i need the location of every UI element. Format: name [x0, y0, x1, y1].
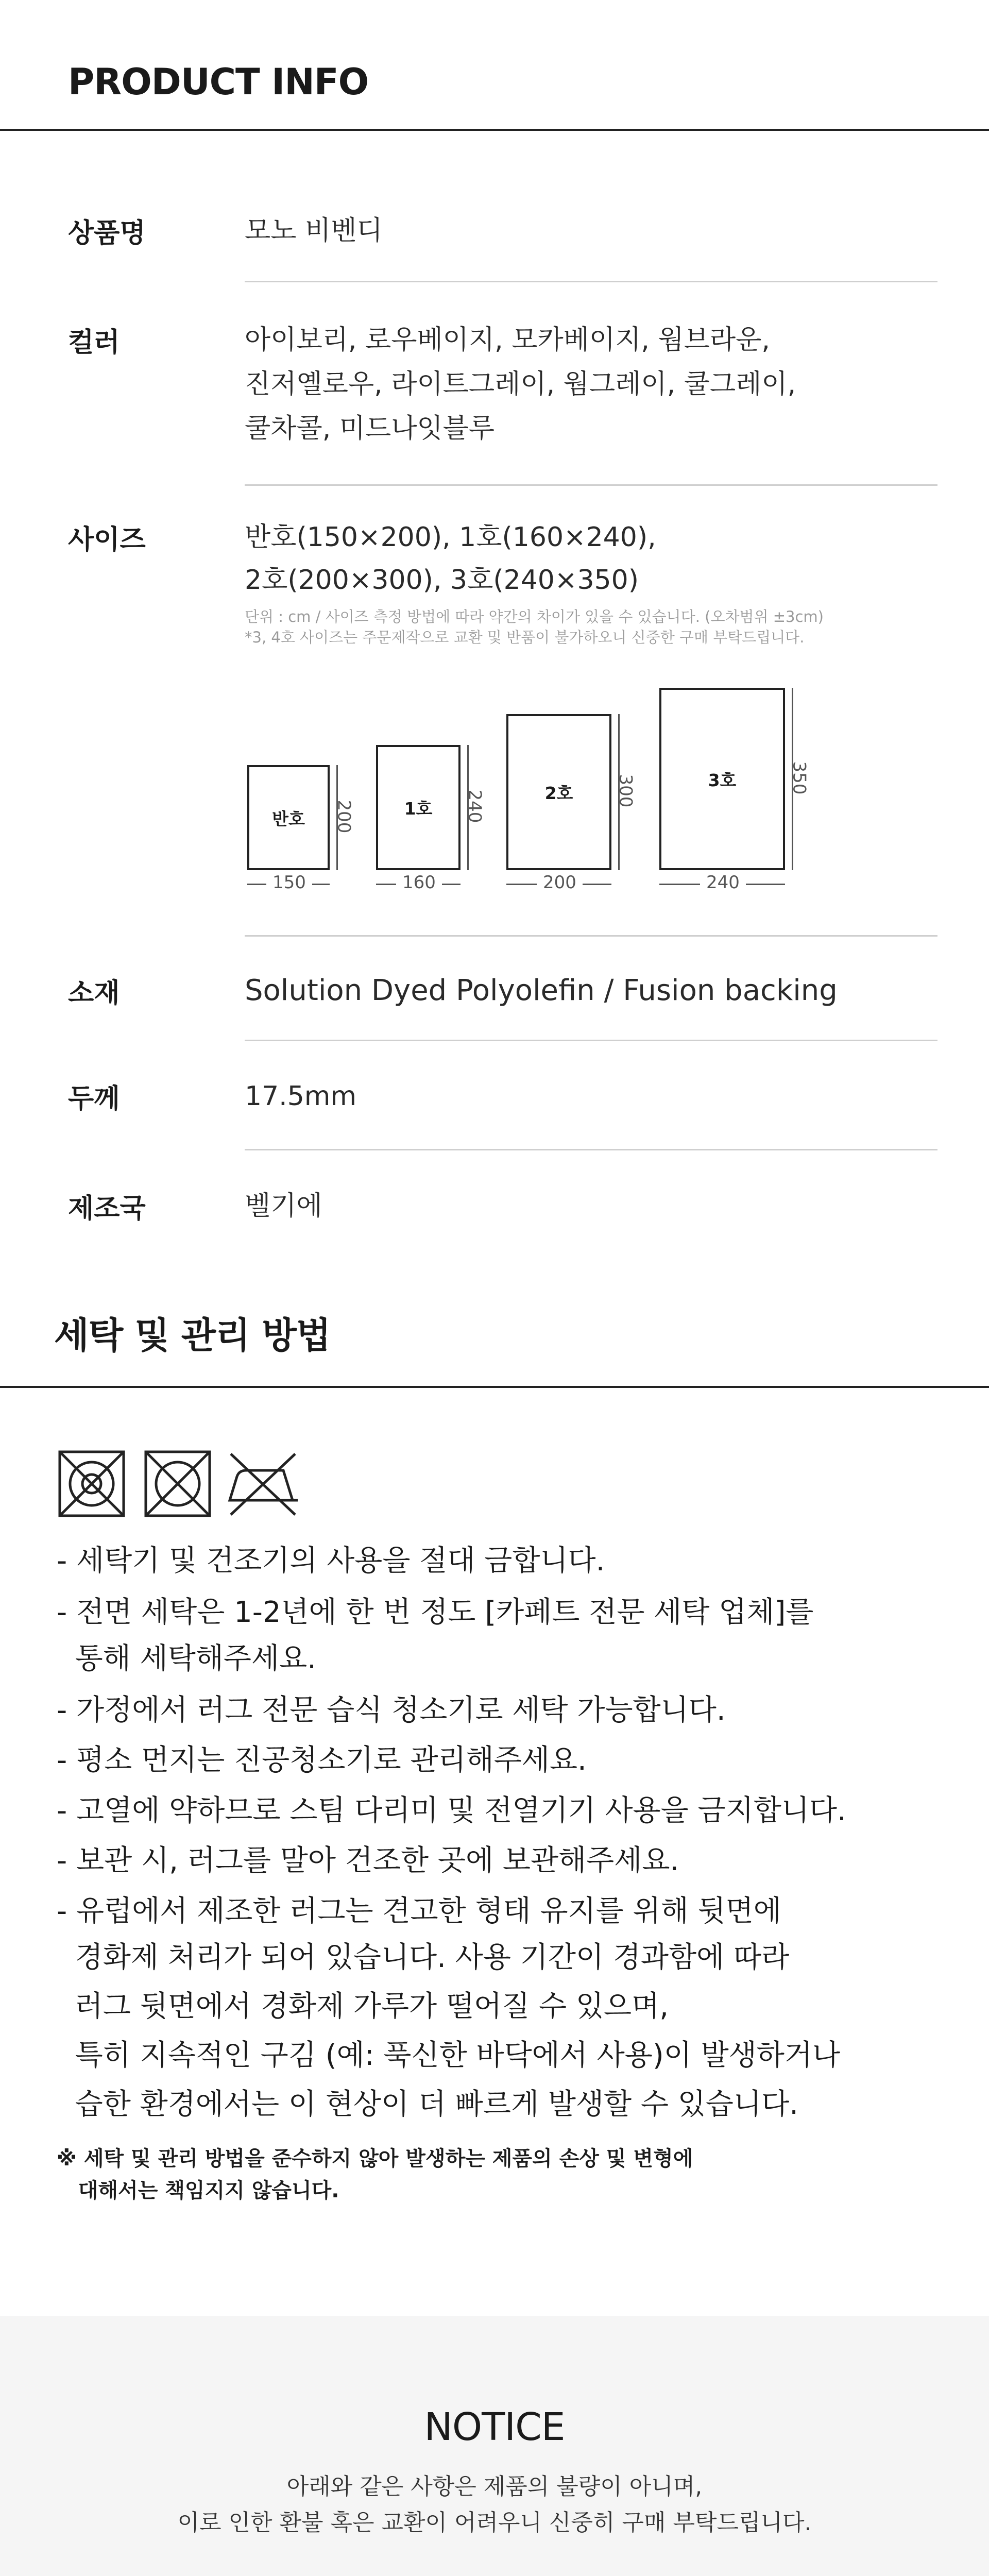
no-tumble-dry-icon: [143, 1449, 213, 1519]
size-h-2: 300: [615, 774, 636, 808]
care-line: 습한 환경에서는 이 현상이 더 빠르게 발생할 수 있습니다.: [57, 2088, 799, 2121]
size-line-2: 2호(200×300), 3호(240×350): [245, 565, 639, 596]
origin-label: 제조국: [68, 1193, 146, 1224]
size-w-1: 160: [396, 872, 442, 893]
size-box-1: 1호: [376, 745, 461, 870]
size-note-1: 단위 : cm / 사이즈 측정 방법에 따라 약간의 차이가 있을 수 있습니다. (오차범위 ±3cm): [245, 608, 824, 625]
size-h-3: 350: [789, 761, 810, 795]
row-divider: [245, 935, 937, 937]
size-h-1: 240: [464, 789, 485, 823]
care-title: 세탁 및 관리 방법: [54, 1314, 331, 1357]
care-line: - 세탁기 및 건조기의 사용을 절대 금합니다.: [57, 1544, 605, 1578]
row-divider: [245, 1040, 937, 1041]
care-warning-2: 대해서는 책임지지 않습니다.: [57, 2179, 339, 2202]
name-label: 상품명: [68, 218, 146, 249]
size-box-2: 2호: [506, 714, 611, 870]
row-divider: [245, 1149, 937, 1150]
care-line: - 평소 먼지는 진공청소기로 관리해주세요.: [57, 1743, 587, 1777]
care-line: 특히 지속적인 구김 (예: 푹신한 바닥에서 사용)이 발생하거나: [57, 2039, 841, 2072]
care-line: - 유럽에서 제조한 러그는 견고한 형태 유지를 위해 뒷면에: [57, 1894, 781, 1928]
notice-sub-2: 이로 인한 환불 혹은 교환이 어려우니 신중히 구매 부탁드립니다.: [177, 2510, 812, 2536]
row-divider: [245, 281, 937, 282]
notice-sub-1: 아래와 같은 사항은 제품의 불량이 아니며,: [286, 2473, 703, 2500]
notice-title: NOTICE: [424, 2405, 565, 2449]
size-w-3: 240: [700, 872, 746, 893]
care-warning-1: ※ 세탁 및 관리 방법을 준수하지 않아 발생하는 제품의 손상 및 변형에: [57, 2147, 693, 2171]
care-line: - 고열에 약하므로 스팀 다리미 및 전열기기 사용을 금지합니다.: [57, 1794, 846, 1827]
size-note-2: *3, 4호 사이즈는 주문제작으로 교환 및 반품이 불가하오니 신중한 구매 부탁드립니다.: [245, 629, 805, 646]
size-w-half: 150: [266, 872, 312, 893]
care-line: - 보관 시, 러그를 말아 건조한 곳에 보관해주세요.: [57, 1844, 679, 1877]
size-box-3: 3호: [659, 688, 785, 870]
care-divider: [0, 1386, 989, 1388]
color-line-1: 아이보리, 로우베이지, 모카베이지, 웜브라운,: [245, 325, 770, 355]
no-wash-icon: [57, 1449, 127, 1519]
color-line-3: 쿨차콜, 미드나잇블루: [245, 413, 495, 444]
color-line-2: 진저옐로우, 라이트그레이, 웜그레이, 쿨그레이,: [245, 369, 796, 400]
color-label: 컬러: [68, 327, 120, 358]
page-title: PRODUCT INFO: [68, 61, 369, 103]
care-line: 통해 세탁해주세요.: [57, 1642, 316, 1675]
thickness-label: 두께: [68, 1083, 120, 1114]
size-line-1: 반호(150×200), 1호(160×240),: [245, 522, 656, 553]
care-line: 경화제 처리가 되어 있습니다. 사용 기간이 경과함에 따라: [57, 1941, 790, 1974]
header-divider: [0, 129, 989, 131]
material-value: Solution Dyed Polyolefin / Fusion backing: [245, 974, 838, 1007]
size-box-half: 반호: [247, 765, 330, 870]
care-line: - 가정에서 러그 전문 습식 청소기로 세탁 가능합니다.: [57, 1693, 726, 1727]
thickness-value: 17.5mm: [245, 1081, 357, 1112]
material-label: 소재: [68, 978, 120, 1009]
care-line: - 전면 세탁은 1-2년에 한 번 정도 [카페트 전문 세탁 업체]를: [57, 1596, 814, 1629]
no-iron-icon: [226, 1449, 300, 1519]
size-w-2: 200: [537, 872, 583, 893]
care-line: 러그 뒷면에서 경화제 가루가 떨어질 수 있으며,: [57, 1990, 669, 2023]
name-value: 모노 비벤디: [245, 215, 383, 246]
size-h-half: 200: [333, 800, 354, 834]
row-divider: [245, 484, 937, 486]
origin-value: 벨기에: [245, 1191, 322, 1222]
size-label: 사이즈: [68, 524, 146, 555]
